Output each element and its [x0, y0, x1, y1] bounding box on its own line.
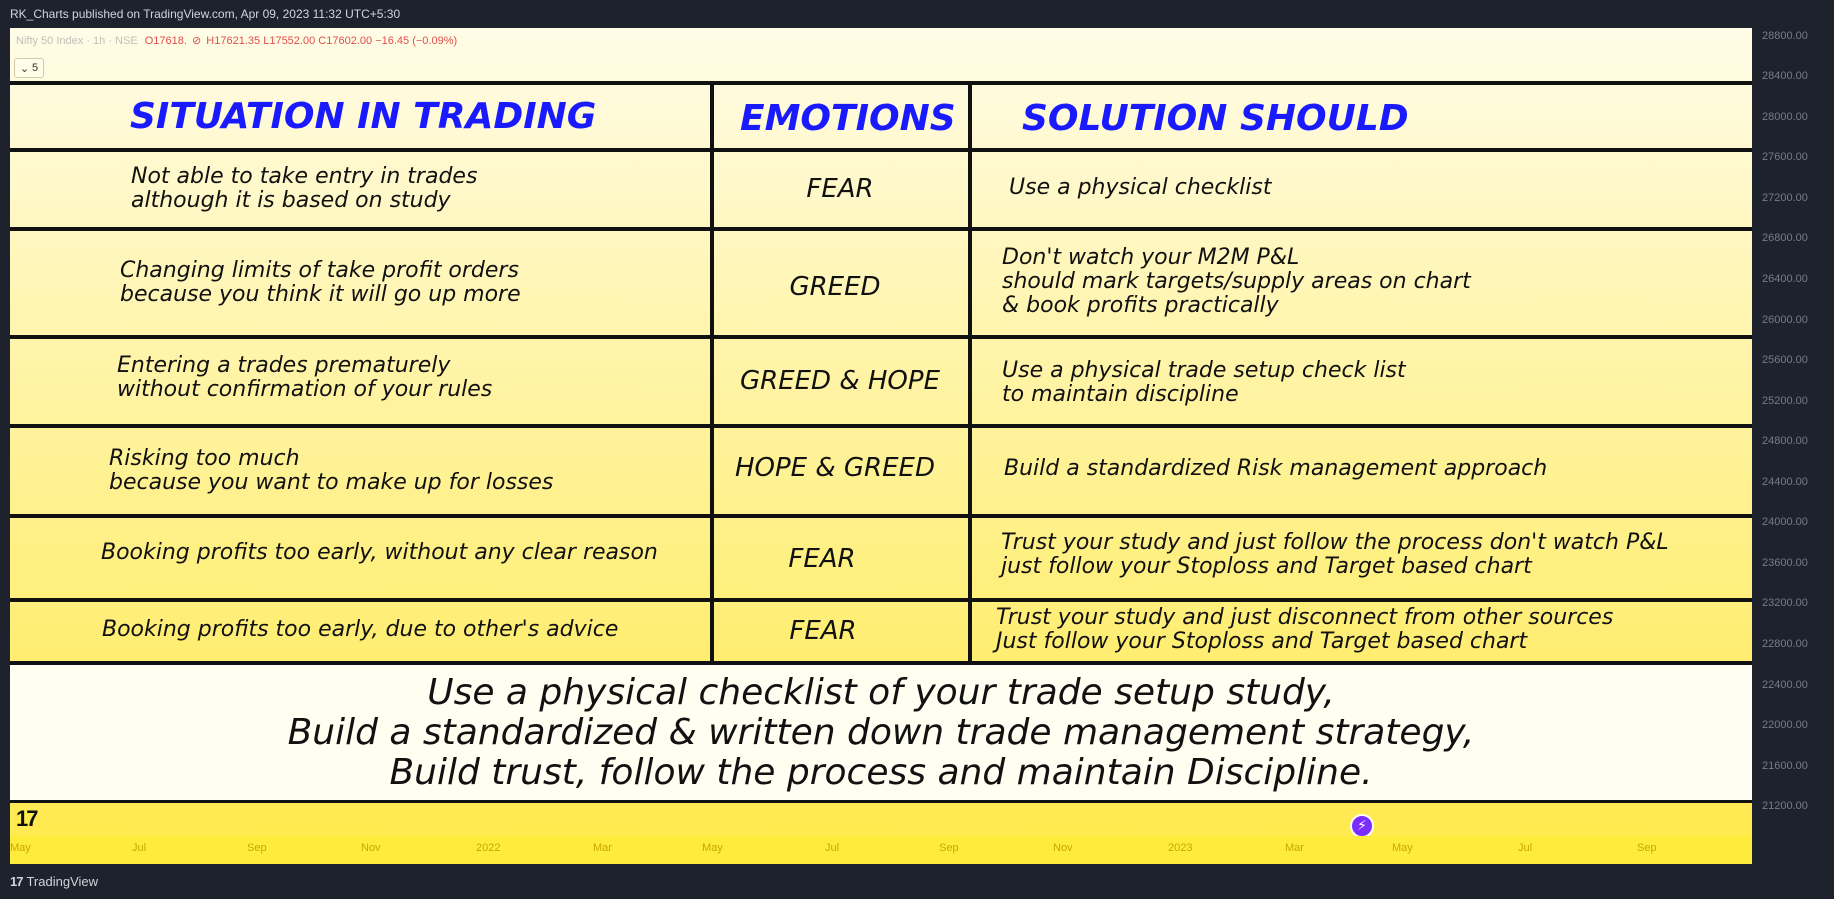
price-label: 24400.00 — [1762, 476, 1808, 488]
price-axis[interactable] — [1752, 28, 1834, 864]
price-label: 21600.00 — [1762, 760, 1808, 772]
price-label: 26400.00 — [1762, 273, 1808, 285]
flash-icon[interactable]: ⚡ — [1350, 814, 1374, 838]
table-border — [10, 424, 1752, 428]
time-label: Sep — [939, 842, 959, 854]
time-label: 2022 — [476, 842, 501, 854]
eye-crossed-icon[interactable]: ⊘ — [192, 35, 202, 47]
emotion-cell: GREED — [789, 272, 881, 302]
emotion-cell: FEAR — [788, 544, 856, 574]
situation-cell: Changing limits of take profit orders because you think it will go up more — [120, 258, 521, 307]
price-label: 28000.00 — [1762, 111, 1808, 123]
situation-cell: Risking too much because you want to make up for losses — [109, 446, 554, 495]
time-axis[interactable] — [10, 836, 1752, 864]
column-divider — [710, 81, 714, 665]
symbol-name[interactable]: Nifty 50 Index · 1h · NSE — [16, 35, 138, 47]
publish-info: RK_Charts published on TradingView.com, Apr 09, 2023 11:32 UTC+5:30 — [0, 0, 1834, 28]
price-label: 24000.00 — [1762, 516, 1808, 528]
price-label: 22800.00 — [1762, 638, 1808, 650]
situation-cell: Booking profits too early, without any clear reason — [101, 540, 658, 565]
solution-cell: Trust your study and just disconnect from other sources Just follow your Stoploss and Target based chart — [996, 605, 1614, 654]
summary-box — [10, 665, 1752, 800]
table-border — [10, 800, 1752, 803]
situation-cell: Booking profits too early, due to other's advice — [102, 617, 619, 642]
tradingview-logo[interactable]: 17 — [16, 806, 37, 831]
ohlc-values: O17618. ⊘ H17621.35 L17552.00 C17602.00 −16.45 (−0.09%) — [144, 35, 458, 47]
solution-cell: Don't watch your M2M P&L should mark targets/supply areas on chart & book profits practically — [1002, 245, 1471, 318]
tradingview-logo-icon: 17 — [10, 874, 23, 889]
price-label: 25600.00 — [1762, 354, 1808, 366]
table-border — [10, 148, 1752, 152]
price-label: 26000.00 — [1762, 314, 1808, 326]
price-label: 25200.00 — [1762, 395, 1808, 407]
time-label: Jul — [132, 842, 147, 854]
price-label: 23600.00 — [1762, 557, 1808, 569]
situation-cell: Entering a trades prematurely without confirmation of your rules — [117, 353, 493, 402]
header-solution: SOLUTION SHOULD — [1022, 98, 1409, 139]
price-label: 27200.00 — [1762, 192, 1808, 204]
emotion-cell: FEAR — [806, 174, 874, 204]
symbol-legend[interactable] — [16, 34, 457, 47]
price-label: 22400.00 — [1762, 679, 1808, 691]
time-label: Nov — [1053, 842, 1073, 854]
header-emotions: EMOTIONS — [740, 98, 956, 139]
chevron-down-icon: ⌄ — [19, 62, 30, 75]
change-value: −16.45 (−0.09%) — [375, 35, 458, 47]
time-label: May — [10, 842, 31, 854]
time-label: Nov — [361, 842, 381, 854]
price-label: 22000.00 — [1762, 719, 1808, 731]
situation-cell: Not able to take entry in trades although it is based on study — [131, 164, 478, 213]
column-divider — [968, 81, 972, 665]
table-border — [10, 227, 1752, 231]
tradingview-brand[interactable] — [10, 874, 98, 889]
time-label: Sep — [1637, 842, 1657, 854]
footer-bar — [0, 864, 1834, 899]
time-label: May — [1392, 842, 1413, 854]
table-border — [10, 335, 1752, 339]
summary-line: Use a physical checklist of your trade setup study, — [427, 671, 1335, 713]
price-label: 28400.00 — [1762, 70, 1808, 82]
solution-cell: Build a standardized Risk management approach — [1004, 456, 1548, 481]
price-label: 28800.00 — [1762, 30, 1808, 42]
price-label: 21200.00 — [1762, 800, 1808, 812]
table-border — [10, 81, 1752, 85]
time-label: 2023 — [1168, 842, 1193, 854]
chart-pane[interactable] — [10, 28, 1752, 864]
summary-line: Build a standardized & written down trade management strategy, — [287, 711, 1475, 753]
emotion-cell: FEAR — [789, 616, 857, 646]
price-label: 23200.00 — [1762, 597, 1808, 609]
summary-line: Build trust, follow the process and maintain Discipline. — [389, 751, 1373, 793]
solution-cell: Trust your study and just follow the process don't watch P&L just follow your Stoploss and Target based chart — [1001, 530, 1669, 579]
header-situation: SITUATION IN TRADING — [130, 96, 597, 137]
time-label: Jul — [1518, 842, 1533, 854]
emotion-cell: HOPE & GREED — [734, 453, 935, 483]
time-label: Jul — [825, 842, 840, 854]
time-label: Mar — [593, 842, 612, 854]
indicators-collapse-button[interactable]: ⌄ 5 — [14, 58, 44, 78]
solution-cell: Use a physical trade setup check list to maintain discipline — [1002, 358, 1406, 407]
table-border — [10, 514, 1752, 518]
emotion-cell: GREED & HOPE — [739, 366, 940, 396]
time-label: Sep — [247, 842, 267, 854]
solution-cell: Use a physical checklist — [1009, 175, 1272, 200]
price-label: 26800.00 — [1762, 232, 1808, 244]
price-label: 24800.00 — [1762, 435, 1808, 447]
brand-label: TradingView — [26, 874, 99, 889]
price-label: 27600.00 — [1762, 151, 1808, 163]
time-label: May — [702, 842, 723, 854]
time-label: Mar — [1285, 842, 1304, 854]
table-border — [10, 598, 1752, 602]
